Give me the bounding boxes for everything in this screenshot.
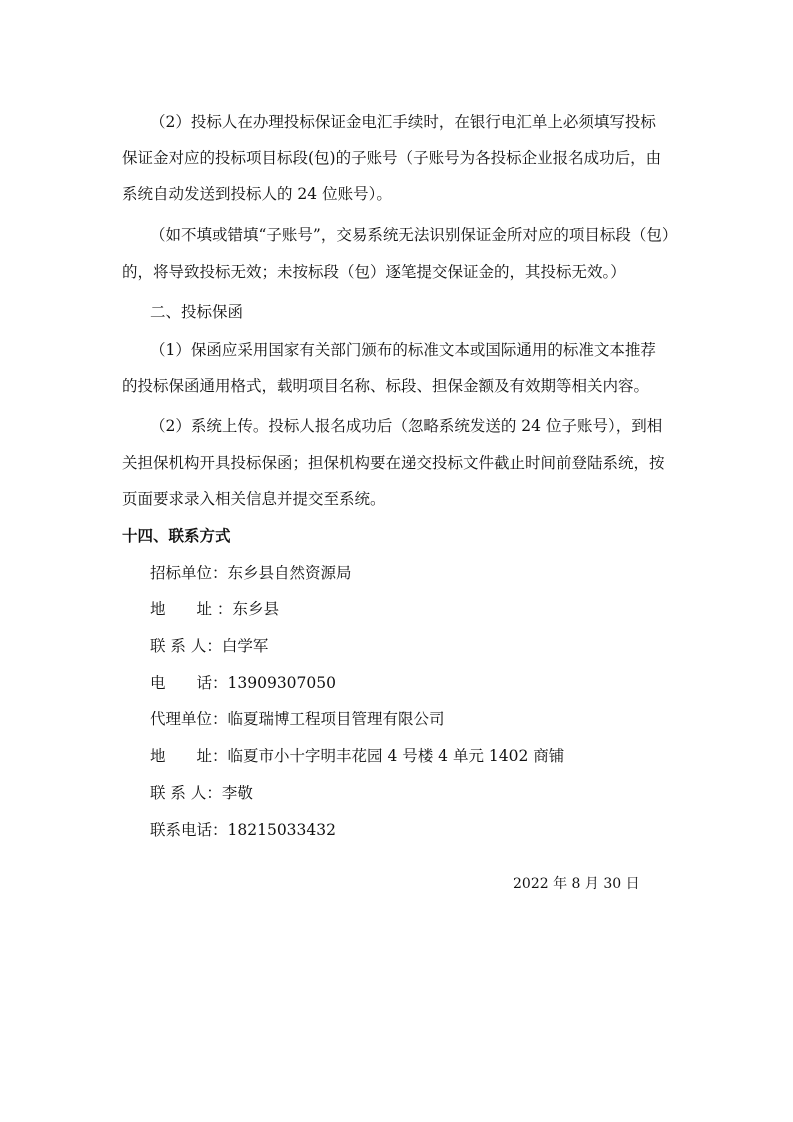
contact-value: 东乡县自然资源局: [227, 564, 352, 582]
contact-value: 临夏瑞博工程项目管理有限公司: [227, 710, 445, 728]
contact-row-tenderer-address: [150, 599, 279, 619]
para2-line1: （如不填或错填“子账号”，交易系统无法识别保证金所对应的项目标段（包）: [150, 226, 678, 244]
para4-line2: 关担保机构开具投标保函；担保机构要在递交投标文件截止时间前登陆系统，按: [122, 454, 665, 472]
contact-row-tenderer: [150, 563, 352, 583]
contact-label: 地 址：: [150, 747, 228, 765]
contact-row-tenderer-person: [150, 636, 268, 656]
section-heading-bid-guarantee: 二、投标保函: [150, 303, 244, 321]
para1-line3: 系统自动发送到投标人的 24 位账号）。: [122, 185, 392, 203]
contact-label: 联系电话：: [150, 821, 228, 839]
contact-row-agent-person: [150, 783, 253, 803]
contact-row-tenderer-phone: [150, 673, 336, 693]
section-heading-contact: 十四、联系方式: [122, 527, 231, 545]
contact-value: 白学军: [221, 637, 269, 655]
contact-label: 电 话：: [150, 674, 228, 692]
para3-line1: （1）保函应采用国家有关部门颁布的标准文本或国际通用的标准文本推荐: [150, 341, 656, 359]
contact-row-agent-address: [150, 746, 564, 766]
document-date: 2022 年 8 月 30 日: [513, 876, 640, 892]
contact-row-agent-phone: [150, 820, 336, 840]
contact-label: 地 址 ：: [150, 600, 233, 618]
para2-line2: 的，将导致投标无效；未按标段（包）逐笔提交保证金的，其投标无效。）: [122, 263, 626, 281]
para1-line1: （2）投标人在办理投标保证金电汇手续时，在银行电汇单上必须填写投标: [150, 113, 656, 131]
contact-value: 13909307050: [227, 674, 336, 692]
contact-row-agent: [150, 709, 445, 729]
contact-value: 东乡县: [232, 600, 279, 618]
para4-line1: （2）系统上传。投标人报名成功后（忽略系统发送的 24 位子账号），到相: [150, 417, 663, 435]
contact-label: 代理单位：: [150, 710, 228, 728]
contact-label: 招标单位：: [150, 564, 228, 582]
contact-value: 李敬: [221, 784, 253, 802]
para1-line2: 保证金对应的投标项目标段(包)的子账号（子账号为各投标企业报名成功后，由: [122, 149, 662, 167]
contact-value: 临夏市小十字明丰花园 4 号楼 4 单元 1402 商铺: [227, 747, 565, 765]
contact-value: 18215033432: [227, 821, 336, 839]
contact-label: 联 系 人：: [150, 637, 222, 655]
contact-label: 联 系 人：: [150, 784, 222, 802]
para3-line2: 的投标保函通用格式，载明项目名称、标段、担保金额及有效期等相关内容。: [122, 377, 650, 395]
para4-line3: 页面要求录入相关信息并提交至系统。: [122, 490, 386, 508]
